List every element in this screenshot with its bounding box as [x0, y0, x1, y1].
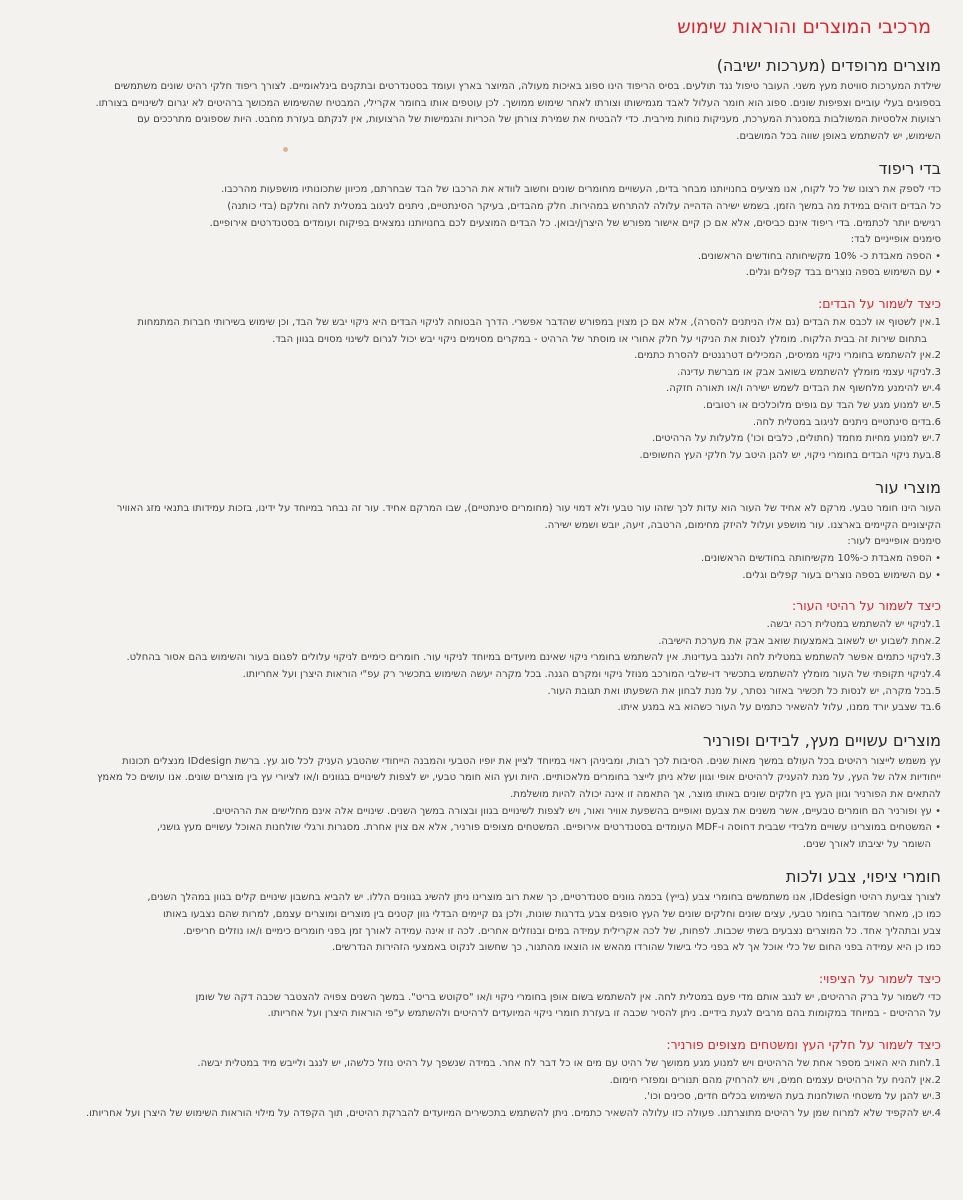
fabric-care-list: [16, 315, 941, 464]
fabrics-section: [16, 159, 941, 282]
list-item: 1.לניקוי יש להשתמש במטלית רכה יבשה.: [766, 619, 941, 631]
list-item: 6.בד שצבע יורד ממנו, עלול להשאיר כתמים על העור כשהוא בא במגע איתו.: [617, 702, 941, 714]
upholstered-line: שילדת המערכות סוויטת מעץ משני. העובר טיפול נגד תולעים. בסיס הריפוד הינו ספוג באיכות מעולה, המיוצר בארץ ועומד בסטנדרטים ובתקנים בינלאומיים. לצורך ריפוד חלקי רהיט שונים משתמשים: [114, 81, 941, 92]
list-item: 2.אחת לשבוע יש לשאוב באמצעות שואב אבק את מערכת הישיבה.: [658, 635, 941, 647]
finish-heading: חומרי ציפוי, צבע ולכות: [785, 867, 941, 887]
leather-line: העור הינו חומר טבעי. מרקם לא אחיד של העור הוא עדות לכך שזהו עור טבעי ולא דמוי עור (מחומרים סינתטיים), שבו המרקם אחיד. עור זה נבחר במיוחד על ידינו, בזכות עמידותו בתנאי מזג האוויר: [116, 503, 941, 515]
list-item: 4.לניקוי תקופתי של העור מומלץ להשתמש בתכשיר דו-שלבי המורכב מנוזל ניקוי ומקרם הגנה. בכל מקרה יעשה השימוש בתכשיר רק עפ"י הוראות היצרן ועל אחריותו.: [242, 669, 941, 681]
wood-line: עץ משמש לייצור רהיטים בכל העולם במשך מאות שנים. הסיבות לכך רבות, ומביניהן ראוי במיוחד לציין את יופיו הטבעי והמבנה הייחודי שהטבע העניק לכל סוג עץ. ברשת IDdesign מנצלים תכונות: [122, 755, 941, 767]
finish-line: כמו כן היא עמידה בפני החום של כלי אוכל אך לא בפני כלי בישול שהורדו מהאש או הוצאו מהתנור, כך שחשוב לנקוט באמצעי הזהירות הנדרשים.: [331, 942, 941, 954]
list-item: • הספה מאבדת כ-10% מקשיחותה בחודשים הראשונים.: [16, 551, 941, 568]
wood-care-list: [16, 1056, 941, 1122]
list-item: 1.אין לשטוף או לכבס את הבדים (גם אלו הניתנים להסרה), אלא אם כן מצוין במפורש שהדבר אפשרי. הדרך הבטוחה לניקוי הבדים היא ניקוי יבש של הבד, וכן שימוש בשירותי חברות המתמחות: [137, 316, 941, 328]
list-item: 7.יש למנוע מחיות מחמד (חתולים, כלבים וכו') מלעלות על הרהיטים.: [651, 433, 941, 445]
list-item: 3.יש להגן על משטחי השולחנות בעת השימוש בכלים חדים, סכינים וכו'.: [644, 1091, 941, 1103]
leather-care-section: [16, 598, 941, 717]
list-item: • עם השימוש בספה נוצרים בבד קפלים וגלים.: [16, 265, 941, 282]
coating-care-heading: כיצד לשמור על הציפוי:: [818, 970, 941, 986]
leather-signs-label: סימנים אופייניים לעור:: [847, 536, 941, 548]
list-item: 5.יש למנוע מגע של הבד עם גופים מלוכלכים או רטובים.: [703, 399, 941, 411]
page-title: מרכיבי המוצרים והוראות שימוש: [677, 16, 931, 38]
list-item: 2.אין להשתמש בחומרי ניקוי ממיסים, המכילים דטרגנטים להסרת כתמים.: [634, 350, 941, 362]
upholstered-line: בספוגים בעלי עוביים וצפיפות שונים. ספוג הוא חומר העלול לאבד מגמישותו וצורתו לאחר שימוש ממושך. לכן עוטפים אותו בחומר אקרילי, המבטיח שהשימוש המכושך ברהיטים לא יגרום לשינויים בצורתו.: [95, 97, 941, 109]
fabrics-signs-list: [16, 249, 941, 282]
leather-section: [16, 478, 941, 584]
upholstered-line: השימוש, יש להשתמש באופן שווה בכל המושבים.: [736, 130, 941, 142]
list-item: 3.לניקוי עצמי מומלץ להשתמש בשואב אבק או מברשת עדינה.: [677, 366, 941, 378]
finish-line: לצורך צביעת רהיטי IDdesign, אנו משתמשים בחומרי צבע (בייץ) בכמה גוונים סטנדרטיים, כך שאת רוב מוצרינו ניתן להשיג בגוונים הללו. יש להביא בחשבון שינויים קלים בגוון במהלך השנים,: [147, 892, 941, 904]
list-item: 3.לניקוי כתמים אפשר להשתמש במטלית לחה ולנגב בעדינות. אין להשתמש בחומרי ניקוי שאינם מיועדים במיוחד לניקוי עור. חומרים כימיים לניקוי עלולים לפגום בעור והשימוש בהם אסור בהחלט.: [126, 652, 941, 664]
leather-line: הקיצוניים הקיימים בארצנו. עור מושפע ועלול להיזק מחימום, הרטבה, זיעה, יובש ושמש ישירה.: [544, 519, 941, 531]
list-item: • עם השימוש בספה נוצרים בעור קפלים וגלים.: [16, 568, 941, 585]
coating-care-section: [16, 971, 941, 1023]
list-item: • עץ ופורניר הם חומרים טבעיים, אשר משנים את צבעם ואופיים בהשפעת אוויר ואור, ויש לצפות לשינויים בגוון ובצורה במשך השנים. שינויים אלה אינם מחלישים את הרהיטים.: [16, 804, 941, 821]
leather-heading: מוצרי עור: [875, 478, 941, 498]
list-item: • המשטחים במוצרינו עשויים מלבידי שבבית דחוסה ו-MDF העומדים בסטנדרטים אירופיים. המשטחים מצופים פורניר, אלא אם צוין אחרת. מסגרות ורגלי שולחנות האוכל עשויים מעץ גושני,: [16, 820, 941, 837]
coating-care-line: על הרהיטים - במיוחד במקומות בהם מרבים לגעת בידיים. ניתן להסיר שכבה זו בעזרת חומרי ניקוי המיועדים לרהיטים ולהשתמש ע"פי הוראות היצרן ועל אחריותו.: [267, 1008, 941, 1020]
list-item: 2.אין להניח על הרהיטים עצמים חמים, ויש להרחיק מהם תנורים ומפזרי חימום.: [609, 1074, 941, 1086]
upholstered-section: [16, 56, 941, 145]
upholstered-heading: מוצרים מרופדים (מערכות ישיבה): [716, 56, 941, 75]
fabric-care-section: [16, 296, 941, 464]
leather-care-heading: כיצד לשמור על רהיטי העור:: [792, 598, 941, 614]
list-item: 5.בכל מקרה, יש לנסות כל תכשיר באזור נסתר, על מנת לבחון את השפעתו ואת תגובת העור.: [547, 685, 941, 697]
finish-line: כמו כן, מאחר שמדובר בחומר טבעי, עצים שונים וחלקים שונים של העץ סופגים צבע בדרגות שונות, ולכן גם קיימים הבדלי גוון קטנים בין מוצרים ומוצרים עצמם, למרות שהם נצבעו באותו: [163, 908, 941, 920]
list-item: • הספה מאבדת כ- 10% מקשיחותה בחודשים הראשונים.: [16, 249, 941, 266]
finish-line: צבע ובתהליך אחד. כל המוצרים נצבעים בשתי שכבות. לפחות, של לכה אקרילית עמידה במים ובנוזלים אחרים. לכה זו אינה עמידה לאורך זמן בפני חומרים כימיים ו/או נוזלים חריפים.: [182, 925, 941, 937]
fabrics-heading: בדי ריפוד: [878, 159, 941, 179]
upholstered-line: רצועות אלסטיות המשולבות במסגרת המערכת, מעניקות נוחות מירבית. כדי להבטיח את שמירת צורתן של הכריות והגמישות של הרצועות, אין לנקתם בעזרת מחבט. היות שספוגים מתרככים עם: [137, 114, 941, 126]
list-item: 4.יש להקפיד שלא למרוח שמן על רהיטים מתוצרתנו. פעולה כזו עלולה להשאיר כתמים. ניתן להשתמש בתכשירים המיועדים להברקת רהיטים, תוך הקפדה על מילוי הוראות השימוש של היצרן ועל אחריותו.: [85, 1107, 941, 1119]
list-item: 4.יש להימנע מלחשוף את הבדים לשמש ישירה ו/או תאורה חזקה.: [666, 383, 941, 395]
fabrics-signs-label: סימנים אופייניים לבד:: [850, 234, 941, 246]
wood-section: [16, 731, 941, 854]
list-item: 1.לחות היא האויב מספר אחת של הרהיטים ויש למנוע מגע ממושך של רהיט עם מים או כל דבר לח אחר. במידה שנשפך על רהיט נוזל כלשהו, יש לנגב ולייבש מיד במטלית יבשה.: [197, 1057, 941, 1069]
wood-care-section: [16, 1037, 941, 1122]
leather-care-list: [16, 617, 941, 717]
wood-care-heading: כיצד לשמור על חלקי העץ ומשטחים מצופים פורניר:: [666, 1036, 941, 1052]
paper-speck: [283, 147, 288, 152]
list-item-continuation: בתחום שירות זה בבית הלקוח. מומלץ לנסות את הניקוי על חלק אחורי או מוסתר של הרהיט - במקרים מסוימים ניקוי יבש יכול לגרום לשינוי מסוים בגוון הבד.: [272, 333, 927, 345]
fabric-care-heading: כיצד לשמור על הבדים:: [818, 295, 941, 311]
list-item: 6.בדים סינתטיים ניתנים לניגוב במטלית לחה.: [752, 416, 941, 428]
wood-line: ייחודיות אלה של העץ, על מנת להעניק לרהיטים אופי וגוון שלא ניתן לייצר בחומרים מלאכותיים. היות ועץ הוא חומר טבעי, יש לצפות לשינויים בגוונים ו/או לציורי עץ בין מוצרים שונים. אנו עושים כל מאמץ: [97, 772, 941, 784]
wood-line: להתאים את הפורניר וגוון העץ בין חלקים שונים באותו מוצר, אך התאמה זו אינה יכולה להיות מושלמת.: [510, 789, 941, 800]
list-item: 8.בעת ניקוי הבדים בחומרי ניקוי, יש להגן היטב על חלקי העץ החשופים.: [639, 449, 941, 461]
fabrics-line: כל הבדים דוהים במידת מה במשך הזמן. בשמש ישירה הדהייה עלולה להתרחש במהירות. חלק מהבדים, בעיקר הסינתטיים, ניתנים לניגוב במטלית לחה וחלקם (בדי כותנה): [227, 200, 941, 212]
list-item-continuation: השומר על יציבתו לאורך שנים.: [802, 838, 931, 850]
fabrics-line: רגישים יותר לכתמים. בדי ריפוד אינם כביסים, אלא אם כן קיים אישור מפורש של היצרן/יבואן. כל הבדים המוצעים לכם בחנויותנו נמצאים בפיקוח ועומדים בסטנדרטים אירופיים.: [209, 217, 941, 229]
coating-care-line: כדי לשמור על ברק הרהיטים, יש לנגב אותם מדי פעם במטלית לחה. אין להשתמש בשום אופן בחומרי ניקוי ו/או "סקוטש בריט". במשך השנים צפויה להצטבר שכבה דקה של שומן: [195, 991, 941, 1003]
wood-notes-list: [16, 804, 941, 854]
wood-heading: מוצרים עשויים מעץ, לבידים ופורניר: [703, 730, 941, 750]
leather-signs-list: [16, 551, 941, 584]
fabrics-line: כדי לספק את רצונו של כל לקוח, אנו מציעים בחנויותנו מבחר בדים, העשויים מחומרים שונים וחשוב לוודא את הרכבו של הבד שבחרתם, מכיוון שתכונותיו מושפעות מהרכבו.: [221, 184, 941, 196]
finish-section: [16, 867, 941, 956]
